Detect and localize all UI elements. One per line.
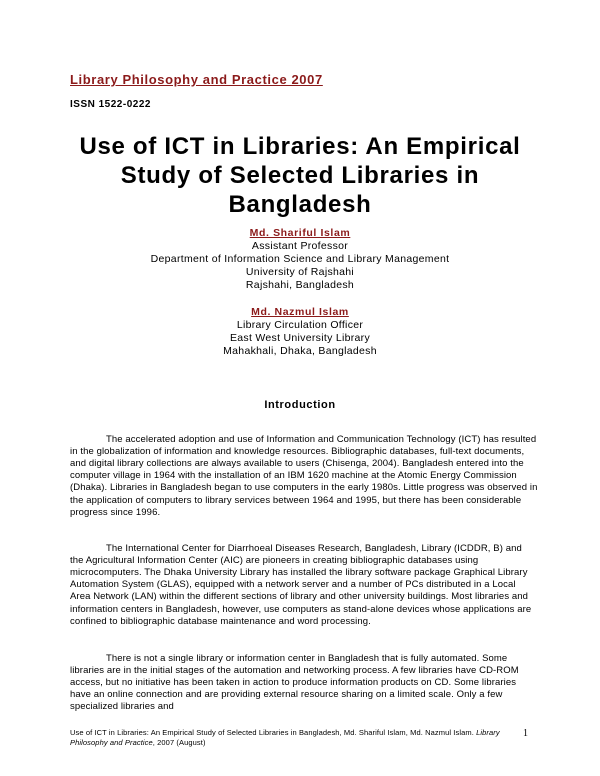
paper-title: Use of ICT in Libraries: An Empirical Study of Selected Libraries in Bangladesh [79, 133, 521, 218]
author-institution: University of Rajshahi [245, 266, 355, 278]
paragraph: The International Center for Diarrhoeal Diseases Research, Bangladesh, Library (ICDDR, B) and the Agricultural Information Center (AIC) are pioneers in creating bibliographic databases using microcomputers. The Dhaka University Library has installed the library software package Graphical Library Automation System (GLAS), equipped with a network server and a number of PCs distributed in a Local Area Network (LAN) within the different sections of library and other university buildings. Most libraries and information centers in Bangladesh, however, use computers as stand-alone devices whose applications are confined to bibliographic database maintenance and word processing. [70, 542, 532, 627]
footer-citation: Use of ICT in Libraries: An Empirical Study of Selected Libraries in Bangladesh, Md. Shariful Islam, Md. Nazmul Islam. [70, 728, 474, 737]
paragraph: The accelerated adoption and use of Information and Communication Technology (ICT) has resulted in the globalization of information and knowledge resources. Bibliographic databases, full-text documents, and digital library collections are always available to users (Chisenga, 2004). Bangladesh entered into the computer village in 1964 with the installation of an IBM 1620 machine at the Atomic Energy Commission (Dhaka). Libraries in Bangladesh began to use computers in the early 1980s. Little progress was observed in the application of computers to library services between 1964 and 1995, but there has been considerable progress since 1996. [70, 433, 538, 518]
author-position: Library Circulation Officer [236, 319, 364, 331]
author-department: Department of Information Science and Library Management [150, 253, 450, 265]
paragraph: There is not a single library or information center in Bangladesh that is fully automated. Some libraries are in the initial stages of the automation and networking process. A few libraries have CD-ROM access, but no initiative has been taken in action to produce information products on CD. Some libraries have an online connection and are providing external resource sharing on a limited scale. Only a few specialized libraries and [70, 652, 519, 713]
issn: ISSN 1522-0222 [70, 99, 151, 110]
author-name: Md. Shariful Islam [249, 227, 351, 239]
footer-date: , 2007 (August) [152, 738, 206, 747]
author-name: Md. Nazmul Islam [251, 306, 349, 318]
page-number: 1 [523, 728, 528, 739]
author-block-2 [60, 306, 540, 358]
author-location: Mahakhali, Dhaka, Bangladesh [223, 345, 377, 357]
journal-name: Library Philosophy and Practice 2007 [70, 72, 323, 87]
section-heading: Introduction [264, 399, 336, 411]
page-footer [70, 728, 518, 748]
author-block-1 [60, 227, 540, 292]
author-institution: East West University Library [229, 332, 371, 344]
author-location: Rajshahi, Bangladesh [245, 279, 355, 291]
footer-journal: Library Philosophy and Practice [70, 728, 500, 747]
author-position: Assistant Professor [251, 240, 349, 252]
